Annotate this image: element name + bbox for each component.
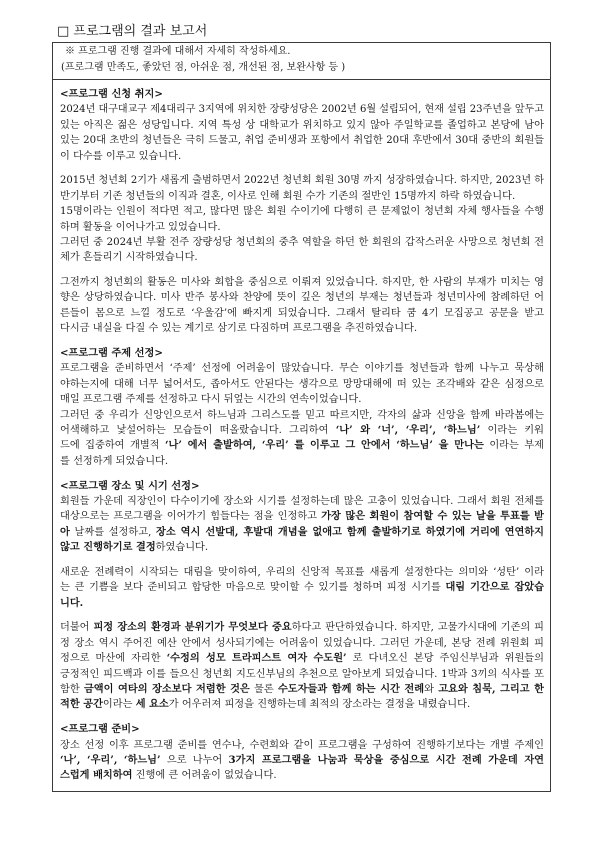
text-run: 하며 활동을 이어나가고 있었습니다. <box>60 221 221 233</box>
text-line <box>60 204 544 219</box>
text-run: 하다고 판단하였습니다. 하지만, 고물가시대에 기존의 피 <box>291 622 544 634</box>
text-line <box>60 596 544 611</box>
text-line <box>60 636 544 651</box>
text-line <box>60 361 544 376</box>
instruction-line: ※ 프로그램 진행 결과에 대해서 자세히 작성하세요. <box>65 46 291 57</box>
text-run: 물론 <box>249 684 278 696</box>
text-run: 이라는 <box>102 699 136 711</box>
bold-text-run: 않고 진행하기로 결정 <box>60 541 156 554</box>
text-run: 다시금 내실을 다질 수 있는 계기로 삼기로 다짐하며 프로그램을 추진하였습니다. <box>60 323 418 335</box>
text-run: 그전까지 청년회의 활동은 미사와 회합을 중심으로 이뤄져 있었습니다. 하지만, 한 사람의 부재가 미치는 영 <box>60 277 544 289</box>
text-run: 더불어 <box>60 622 94 634</box>
report-content <box>53 80 550 791</box>
bold-text-run: 아 <box>60 525 70 538</box>
text-run: 를 선정하게 되었습니다. <box>60 455 169 467</box>
bold-text-run: ‘나’, ‘우리’, ‘하느님’ <box>60 753 161 766</box>
text-line <box>60 250 544 265</box>
bold-text-run: 가장 많은 회원이 참여할 수 있는 날을 투표를 받 <box>321 510 544 523</box>
bold-text-run: 스럽게 배치하여 <box>60 769 133 782</box>
text-line <box>60 525 544 540</box>
text-run: 있는 20대 초반의 청년들은 극히 드물고, 취업 준비생과 포항에서 취업한 20대 후반에서 30대 중반의 회원들 <box>60 135 544 147</box>
paragraph <box>60 204 544 235</box>
section-block <box>60 620 544 712</box>
text-run: 대상으로는 프로그램을 이어가기 힘들다는 점을 인정하고 <box>60 511 322 523</box>
text-line <box>60 290 544 305</box>
text-run: 함한 <box>60 684 84 696</box>
section-block <box>60 346 544 469</box>
paragraph <box>60 361 544 407</box>
text-line <box>60 235 544 250</box>
text-run: 장소 선정 이후 프로그램 준비를 연수나, 수련회와 같이 프로그램을 구성하여 진행하기보다는 개별 주제인 <box>60 739 544 751</box>
paragraph <box>60 620 544 712</box>
bold-text-run: ‘나’ 와 ‘너’, ‘우리’, ‘하느님’ <box>335 423 481 436</box>
text-line <box>60 102 544 117</box>
text-run: 그러던 중 2024년 부활 전주 장량성당 청년회의 중추 역할을 하던 한 회원의 갑작스러운 사망으로 청년회 전 <box>60 236 544 248</box>
text-run: 반기부터 기존 청년들의 이직과 결혼, 이사로 인해 회원 수가 기존의 절반인 15명까지 하락 하였습니다. <box>60 190 516 202</box>
bold-text-run: 3가지 프로그램을 나눔과 묵상을 중심으로 시간 전례 가운데 자연 <box>228 753 544 766</box>
bold-text-run: 피정 장소의 환경과 분위기가 무엇보다 중요 <box>93 621 292 634</box>
bold-text-run: 대림 기간으로 잡았습 <box>445 581 544 594</box>
section-heading: <프로그램 주제 선정> <box>60 347 163 360</box>
paragraph <box>60 235 544 266</box>
text-run: 하였습니다. <box>155 542 209 554</box>
text-line <box>60 620 544 635</box>
section-block <box>60 479 544 556</box>
text-run: 향은 상당하였습니다. 미사 반주 봉사와 찬양에 뜻이 깊은 청년의 부재는 청년들과 청년미사에 참례하던 어 <box>60 292 544 304</box>
text-line <box>60 697 544 712</box>
text-line <box>60 149 544 164</box>
text-line <box>60 189 544 204</box>
text-run: 회원들 가운데 직장인이 다수이기에 장소와 시기를 설정하는데 많은 고충이 있었습니다. 그래서 회원 전체를 <box>60 495 544 507</box>
text-run: 가 어우러져 피정을 진행하는데 최적의 장소라는 결정을 내렸습니다. <box>168 699 471 711</box>
text-line <box>60 423 544 438</box>
text-line <box>60 580 544 595</box>
text-run: 와 <box>424 684 439 696</box>
text-run: 는 큰 기쁨을 보다 준비되고 합당한 마음으로 맞이할 수 있기를 청하며 피정 시기를 <box>60 582 446 594</box>
text-run: 날짜를 설정하고, <box>69 526 157 538</box>
text-run: 그러던 중 우리가 신앙인으로서 하느님과 그리스도를 믿고 따르지만, 각자의 삶과 신앙을 함께 바라봄에는 <box>60 409 544 421</box>
bold-text-run: 세 요소 <box>135 698 169 711</box>
section-heading: <프로그램 장소 및 시기 선정> <box>60 479 200 492</box>
bold-text-run: 고요와 침묵, 그리고 한 <box>438 683 544 696</box>
text-run: 있는 아직은 젊은 성당입니다. 지역 특성 상 대학교가 위치하고 있지 않아 주일학교를 졸업하고 본당에 남아 <box>60 119 544 131</box>
text-line <box>60 275 544 290</box>
text-run: 프로그램을 준비하면서 ‘주제’ 선정에 어려움이 많았습니다. 무슨 이야기를 청년들과 함께 나누고 묵상해 <box>60 363 544 375</box>
paragraph <box>60 173 544 204</box>
text-run: 이 다수를 이루고 있습니다. <box>60 150 182 162</box>
bold-text-run: ‘수정의 성모 트라피스트 여자 수도원’ <box>166 652 347 665</box>
text-run: 야하는지에 대해 너무 넓어서도, 좁아서도 안된다는 생각으로 망망대해에 떠 있는 조각배와 같은 심정으로 <box>60 378 544 390</box>
text-line <box>60 509 544 524</box>
bold-text-run: 니다. <box>60 596 84 609</box>
section-block <box>60 565 544 611</box>
section-block <box>60 87 544 164</box>
text-run: 진행에 큰 어려움이 없었습니다. <box>132 770 277 782</box>
text-line <box>60 377 544 392</box>
section-block <box>60 173 544 265</box>
text-run: 체가 흔들리기 시작하였습니다. <box>60 252 198 264</box>
text-line <box>60 540 544 555</box>
text-line <box>60 738 544 753</box>
bold-text-run: ‘나’ 에서 출발하여, ‘우리’ 를 이루고 그 안에서 ‘하느님’ 을 만나는 <box>165 439 484 452</box>
text-run: 이라는 부제 <box>483 440 544 452</box>
section-heading: <프로그램 준비> <box>60 723 140 736</box>
bold-text-run: 장소 역시 선발대, 후발대 개념을 없애고 함께 출발하기로 하였기에 거리에 연연하지 <box>156 525 544 538</box>
text-line <box>60 118 544 133</box>
section-block <box>60 722 544 784</box>
text-line <box>60 753 544 768</box>
text-run: 이라는 키워 <box>480 424 544 436</box>
bold-text-run: 적한 공간 <box>60 698 103 711</box>
text-line <box>60 306 544 321</box>
paragraph <box>60 275 544 337</box>
text-run: 드에 집중하여 개별적 <box>60 440 165 452</box>
text-line <box>60 565 544 580</box>
text-run: 새로운 전례력이 시작되는 대림을 맞이하여, 우리의 신앙적 목표를 새롭게 설정한다는 의미와 ‘성탄’ 이라 <box>60 566 544 578</box>
text-run: 정으로 마산에 자리한 <box>60 653 167 665</box>
paragraph <box>60 102 544 164</box>
text-line <box>60 454 544 469</box>
text-line <box>60 408 544 423</box>
text-run: 긍정적인 피드백과 이를 들으신 청년회 지도신부님의 추천으로 알아보게 되었습니다. 1박과 3끼의 식사를 포 <box>60 668 544 680</box>
text-run: 정 장소 역시 주어진 예산 안에서 성사되기에는 어려움이 있었습니다. 그러던 가운데, 본당 전례 위원회 피 <box>60 637 544 649</box>
instructions-cell <box>53 43 550 80</box>
text-run: 2024년 대구대교구 제4대리구 3지역에 위치한 장량성당은 2002년 6월 설립되어, 현재 설립 23주년을 앞두고 <box>60 104 544 116</box>
text-line <box>60 321 544 336</box>
text-line <box>60 133 544 148</box>
section-heading: <프로그램 신청 취지> <box>60 88 163 100</box>
text-run: 로 다녀오신 본당 주임신부님과 위원들의 <box>346 653 544 665</box>
text-line <box>60 220 544 235</box>
paragraph <box>60 408 544 470</box>
text-run: 른들이 몸으로 느낄 정도로 ‘우울감’에 빠지게 되었습니다. 그래서 탈리타 쿰 4기 모집공고 공문을 받고 <box>60 307 544 319</box>
text-line <box>60 173 544 188</box>
text-run: 2015년 청년회 2기가 새롭게 출범하면서 2022년 청년회 회원 30명 까지 성장하였습니다. 하지만, 2023년 하 <box>60 175 544 187</box>
text-line <box>60 651 544 666</box>
text-line <box>60 494 544 509</box>
text-line <box>60 392 544 407</box>
text-line <box>60 768 544 783</box>
text-run: 15명이라는 인원이 적다면 적고, 많다면 많은 회원 수이기에 다행히 큰 문제없이 청년회 자체 행사들을 수행 <box>60 206 544 218</box>
report-title: □ 프로그램의 결과 보고서 <box>57 24 208 39</box>
bold-text-run: 수도자들과 함께 하는 시간 전례 <box>277 683 425 696</box>
paragraph <box>60 565 544 611</box>
text-run: 매일 프로그램 주제를 선정하고 다시 뒤엎는 시간의 연속이었습니다. <box>60 394 362 406</box>
text-line <box>60 682 544 697</box>
instruction-line: (프로그램 만족도, 좋았던 점, 아쉬운 점, 개선된 점, 보완사항 등 ) <box>61 62 346 73</box>
text-run: 으로 나누어 <box>160 754 229 766</box>
text-run: 어색해하고 낯설어하는 모습들이 떠올랐습니다. 그리하여 <box>60 424 336 436</box>
section-block <box>60 275 544 337</box>
paragraph <box>60 738 544 784</box>
report-table <box>52 42 551 792</box>
text-line <box>60 438 544 453</box>
bold-text-run: 금액이 여타의 장소보다 저렴한 것은 <box>83 683 250 696</box>
text-line <box>60 667 544 682</box>
paragraph <box>60 494 544 556</box>
